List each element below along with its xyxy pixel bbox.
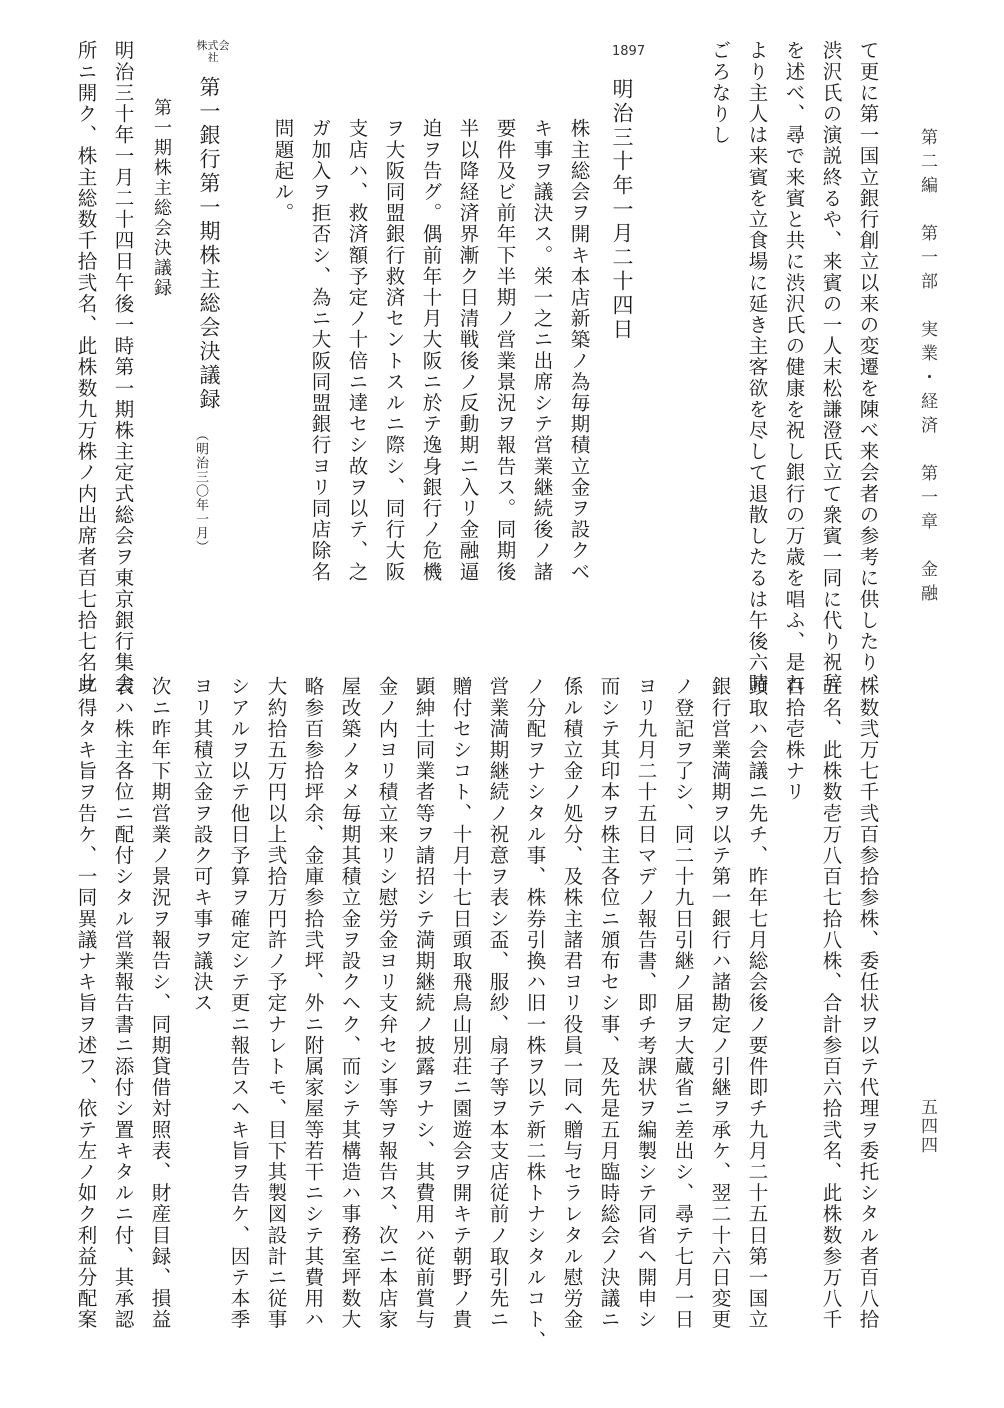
source-line: 所ニ開ク、株主総数千拾弐名、此株数九万株ノ内出席者百七拾七名此 [74,40,98,695]
running-header: 第二編 第一部 実業・経済 第一章 金融 [917,128,937,608]
text-line: 屋改築ノタメ毎期其積立金ヲ設クヘク、而シテ其構造ハ事務室坪数大 [338,676,362,1331]
entry-line: ガ加入ヲ拒否シ、為ニ大阪同盟銀行ヨリ同店除名 [308,118,332,583]
year-label: 1897 [612,44,646,59]
text-line: 株数弐万七千弐百参拾参株、委任状ヲ以テ代理ヲ委托シタル者百八拾 [856,676,880,1331]
entry-line: キ事ヲ議決ス。栄一之ニ出席シテ営業継続後ノ諸 [530,118,554,583]
text-line: 営業満期継続ノ祝意ヲ表シ盃、服紗、扇子等ヲ本支店従前ノ取引先ニ [486,676,510,1331]
text-line: ノ分配ヲナシタル事、株券引換ハ旧一株ヲ以テ新二株トナシタルコト、 [523,676,547,1352]
text-line: 贈付セシコト、十月十七日頭取飛鳥山別荘ニ園遊会ヲ開キテ朝野ノ貴 [449,676,473,1331]
entry-line: ヲ大阪同盟銀行救済セントスルニ際シ、同行大阪 [382,118,406,583]
text-line: ヨリ其積立金ヲ設ク可キ事ヲ議決ス [190,676,214,1014]
text-line: 略参百参拾坪余、金庫参拾弐坪、外ニ附属家屋等若干ニシテ其費用ハ [301,676,325,1331]
text-line: て更に第一国立銀行創立以来の変遷を陳べ来会者の参考に供したり、 [856,40,880,695]
source-title: 第一銀行第一期株主総会決議録 [197,76,221,412]
text-line: を述べ、尋で来賓と共に渋沢氏の健康を祝し銀行の万歳を唱ふ、是れ [782,40,806,695]
text-line: ごろなりし [708,40,732,146]
text-line: 而シテ其印本ヲ株主各位ニ頒布セシ事、及先是五月臨時総会ノ決議ニ [597,676,621,1331]
source-date-note: （明治三〇年一月） [193,428,208,554]
text-line: シアルヲ以テ他日予算ヲ確定シテ更ニ報告スヘキ旨ヲ告ケ、因テ本季 [227,676,251,1331]
entry-line: 問題起ル。 [271,118,295,224]
text-line: より主人は来賓を立食場に延き主客欲を尽して退散したるは午後六時 [745,40,769,695]
text-line: 銀行営業満期ヲ以テ第一銀行ハ諸勘定ノ引継ヲ承ケ、翌二十六日変更 [708,676,732,1331]
text-line: 次ニ昨年下期営業ノ景況ヲ報告シ、同期貸借対照表、財産目録、損益 [148,676,172,1331]
text-line: 大約拾五万円以上弐拾万円許ノ予定ナレトモ、目下其製図設計ニ従事 [264,676,288,1331]
text-line: ノ登記ヲ了シ、同二十九日引継ノ届ヲ大蔵省ニ差出シ、尋テ七月一日 [671,676,695,1331]
source-line: 明治三十年一月二十四日午後一時第一期株主定式総会ヲ東京銀行集会 [111,40,135,695]
company-type-label: 株式会社 [196,39,230,64]
text-line: 係ル積立金ノ処分、及株主諸君ヨリ役員一同ヘ贈与セラレタル慰労金 [560,676,584,1331]
entry-line: 半以降経済界漸ク日清戦後ノ反動期ニ入リ金融逼 [456,118,480,583]
entry-line: 要件及ビ前年下半期ノ営業景況ヲ報告ス。同期後 [493,118,517,583]
page-number: 五四四 [917,1098,937,1155]
text-line: 渋沢氏の演説終るや、来賓の一人末松謙澄氏立て衆賓一同に代り祝辞 [819,40,843,695]
text-line: 百拾壱株ナリ [782,676,806,803]
text-line: 頭取ハ会議ニ先チ、昨年七月総会後ノ要件即チ九月二十五日第一国立 [745,676,769,1331]
text-line: ヲ得タキ旨ヲ告ケ、一同異議ナキ旨ヲ述フ、依テ左ノ如ク利益分配案 [74,676,98,1331]
entry-line: 支店ハ、救済額予定ノ十倍ニ達セシ故ヲ以テ、之 [345,118,369,583]
text-line: ヨリ九月二十五日マデノ報告書、即チ考課状ヲ編製シテ同省ヘ開申シ [634,676,658,1331]
entry-line: 株主総会ヲ開キ本店新築ノ為毎期積立金ヲ設クベ [567,118,591,583]
text-line: 金ノ内ヨリ積立来リシ慰労金ヨリ支弁セシ事等ヲ報告ス、次ニ本店家 [375,676,399,1331]
text-line: 顕紳士同業者等ヲ請招シテ満期継続ノ披露ヲナシ、其費用ハ従前賞与 [412,676,436,1331]
entry-line: 迫ヲ告グ。偶前年十月大阪ニ於テ逸身銀行ノ危機 [419,118,443,583]
text-line: 表ハ株主各位ニ配付シタル営業報告書ニ添付シ置キタルニ付、其承認 [111,676,135,1331]
text-line: 五名、此株数壱万八百七拾八株、合計参百六拾弐名、此株数参万八千 [819,676,843,1331]
entry-date: 明治三十年一月二十四日 [610,78,634,342]
source-subtitle: 第一期株主総会決議録 [151,98,172,298]
